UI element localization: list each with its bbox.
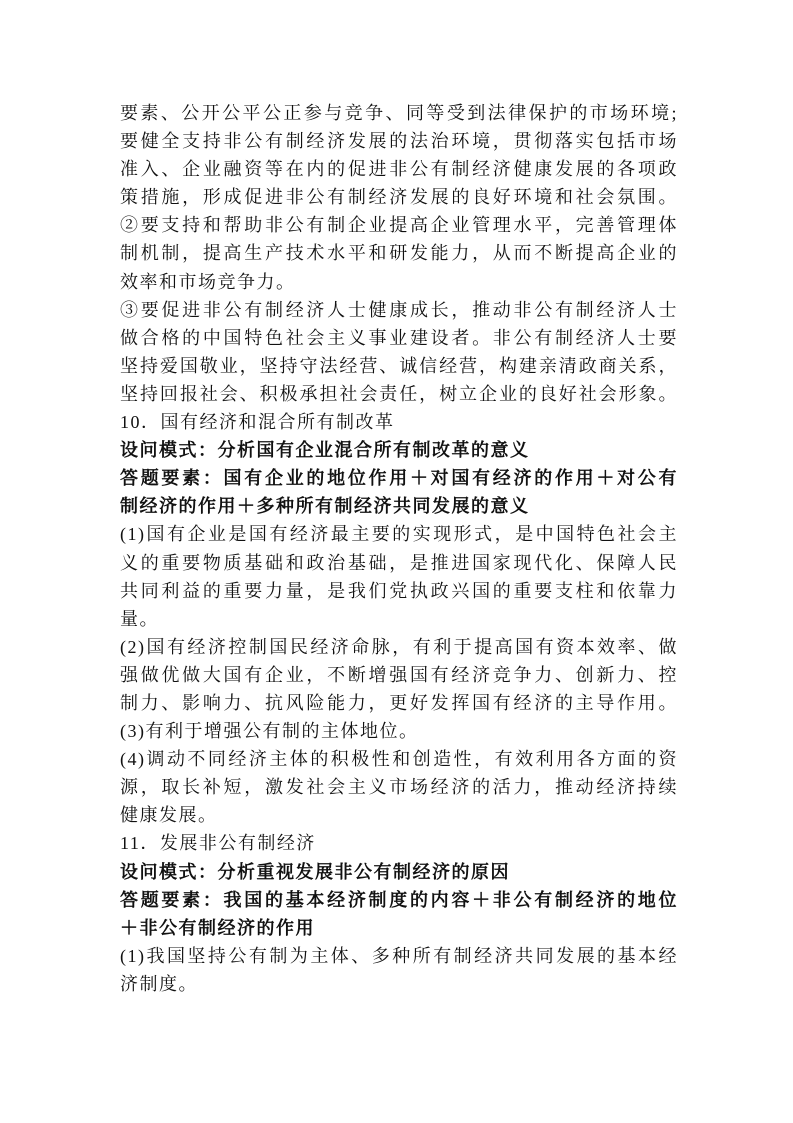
text-line: 源，取长补短，激发社会主义市场经济的活力，推动经济持续: [120, 777, 678, 798]
section-11: [120, 829, 678, 998]
text-line: ＋非公有制经济的作用: [120, 917, 315, 938]
text-line: ③要促进非公有制经济人士健康成长，推动非公有制经济人士: [120, 299, 678, 320]
text-line: 做合格的中国特色社会主义事业建设者。非公有制经济人士要: [120, 327, 678, 348]
text-line: 坚持回报社会、积极承担社会责任，树立企业的良好社会形象。: [120, 383, 678, 404]
answer-elements: [120, 464, 678, 520]
section-10: [120, 408, 678, 829]
page-content: [120, 99, 678, 998]
text-line: (1)国有企业是国有经济最主要的实现形式，是中国特色社会主: [120, 524, 678, 545]
text-line: 准入、企业融资等在内的促进非公有制经济健康发展的各项政: [120, 159, 678, 180]
paragraph-point-2: [120, 211, 678, 295]
text-line: 制力、影响力、抗风险能力，更好发挥国有经济的主导作用。: [120, 692, 678, 713]
text-line: 坚持爱国敬业，坚持守法经营、诚信经营，构建亲清政商关系，: [120, 355, 678, 376]
question-mode: 设问模式：分析重视发展非公有制经济的原因: [120, 861, 510, 882]
answer-elements: [120, 886, 678, 942]
question-mode: 设问模式：分析国有企业混合所有制改革的意义: [120, 440, 530, 461]
text-line: 效率和市场竞争力。: [120, 271, 296, 292]
text-line: (3)有利于增强公有制的主体地位。: [120, 721, 419, 742]
text-line: 强做优做大国有企业，不断增强国有经济竞争力、创新力、控: [120, 664, 678, 685]
text-line: 策措施，形成促进非公有制经济发展的良好环境和社会氛围。: [120, 187, 678, 208]
text-line: 量。: [120, 608, 159, 629]
text-line: 答题要素：国有企业的地位作用＋对国有经济的作用＋对公有: [120, 468, 678, 489]
paragraph-continuation: [120, 99, 678, 211]
text-line: 济制度。: [120, 973, 198, 994]
section-heading: 11．发展非公有制经济: [120, 833, 316, 854]
text-line: 要健全支持非公有制经济发展的法治环境，贯彻落实包括市场: [120, 131, 678, 152]
text-line: 制机制，提高生产技术水平和研发能力，从而不断提高企业的: [120, 243, 678, 264]
text-line: (2)国有经济控制国民经济命脉，有利于提高国有资本效率、做: [120, 636, 678, 657]
paragraph-point-1: [120, 520, 678, 632]
text-line: ②要支持和帮助非公有制企业提高企业管理水平，完善管理体: [120, 215, 678, 236]
text-line: 义的重要物质基础和政治基础，是推进国家现代化、保障人民: [120, 552, 678, 573]
paragraph-point-4: [120, 745, 678, 829]
paragraph-point-2: [120, 633, 678, 717]
text-line: (1)我国坚持公有制为主体、多种所有制经济共同发展的基本经: [120, 945, 678, 966]
section-heading: 10．国有经济和混合所有制改革: [120, 412, 395, 433]
text-line: 制经济的作用＋多种所有制经济共同发展的意义: [120, 496, 530, 517]
text-line: 要素、公开公平公正参与竞争、同等受到法律保护的市场环境;: [120, 103, 678, 123]
text-line: 健康发展。: [120, 805, 218, 826]
paragraph-point-3: [120, 296, 678, 408]
paragraph-point-3: [120, 717, 678, 745]
paragraph-point-1: [120, 942, 678, 998]
text-line: (4)调动不同经济主体的积极性和创造性，有效利用各方面的资: [120, 749, 678, 770]
text-line: 答题要素：我国的基本经济制度的内容＋非公有制经济的地位: [120, 889, 678, 910]
text-line: 共同利益的重要力量，是我们党执政兴国的重要支柱和依靠力: [120, 580, 678, 601]
